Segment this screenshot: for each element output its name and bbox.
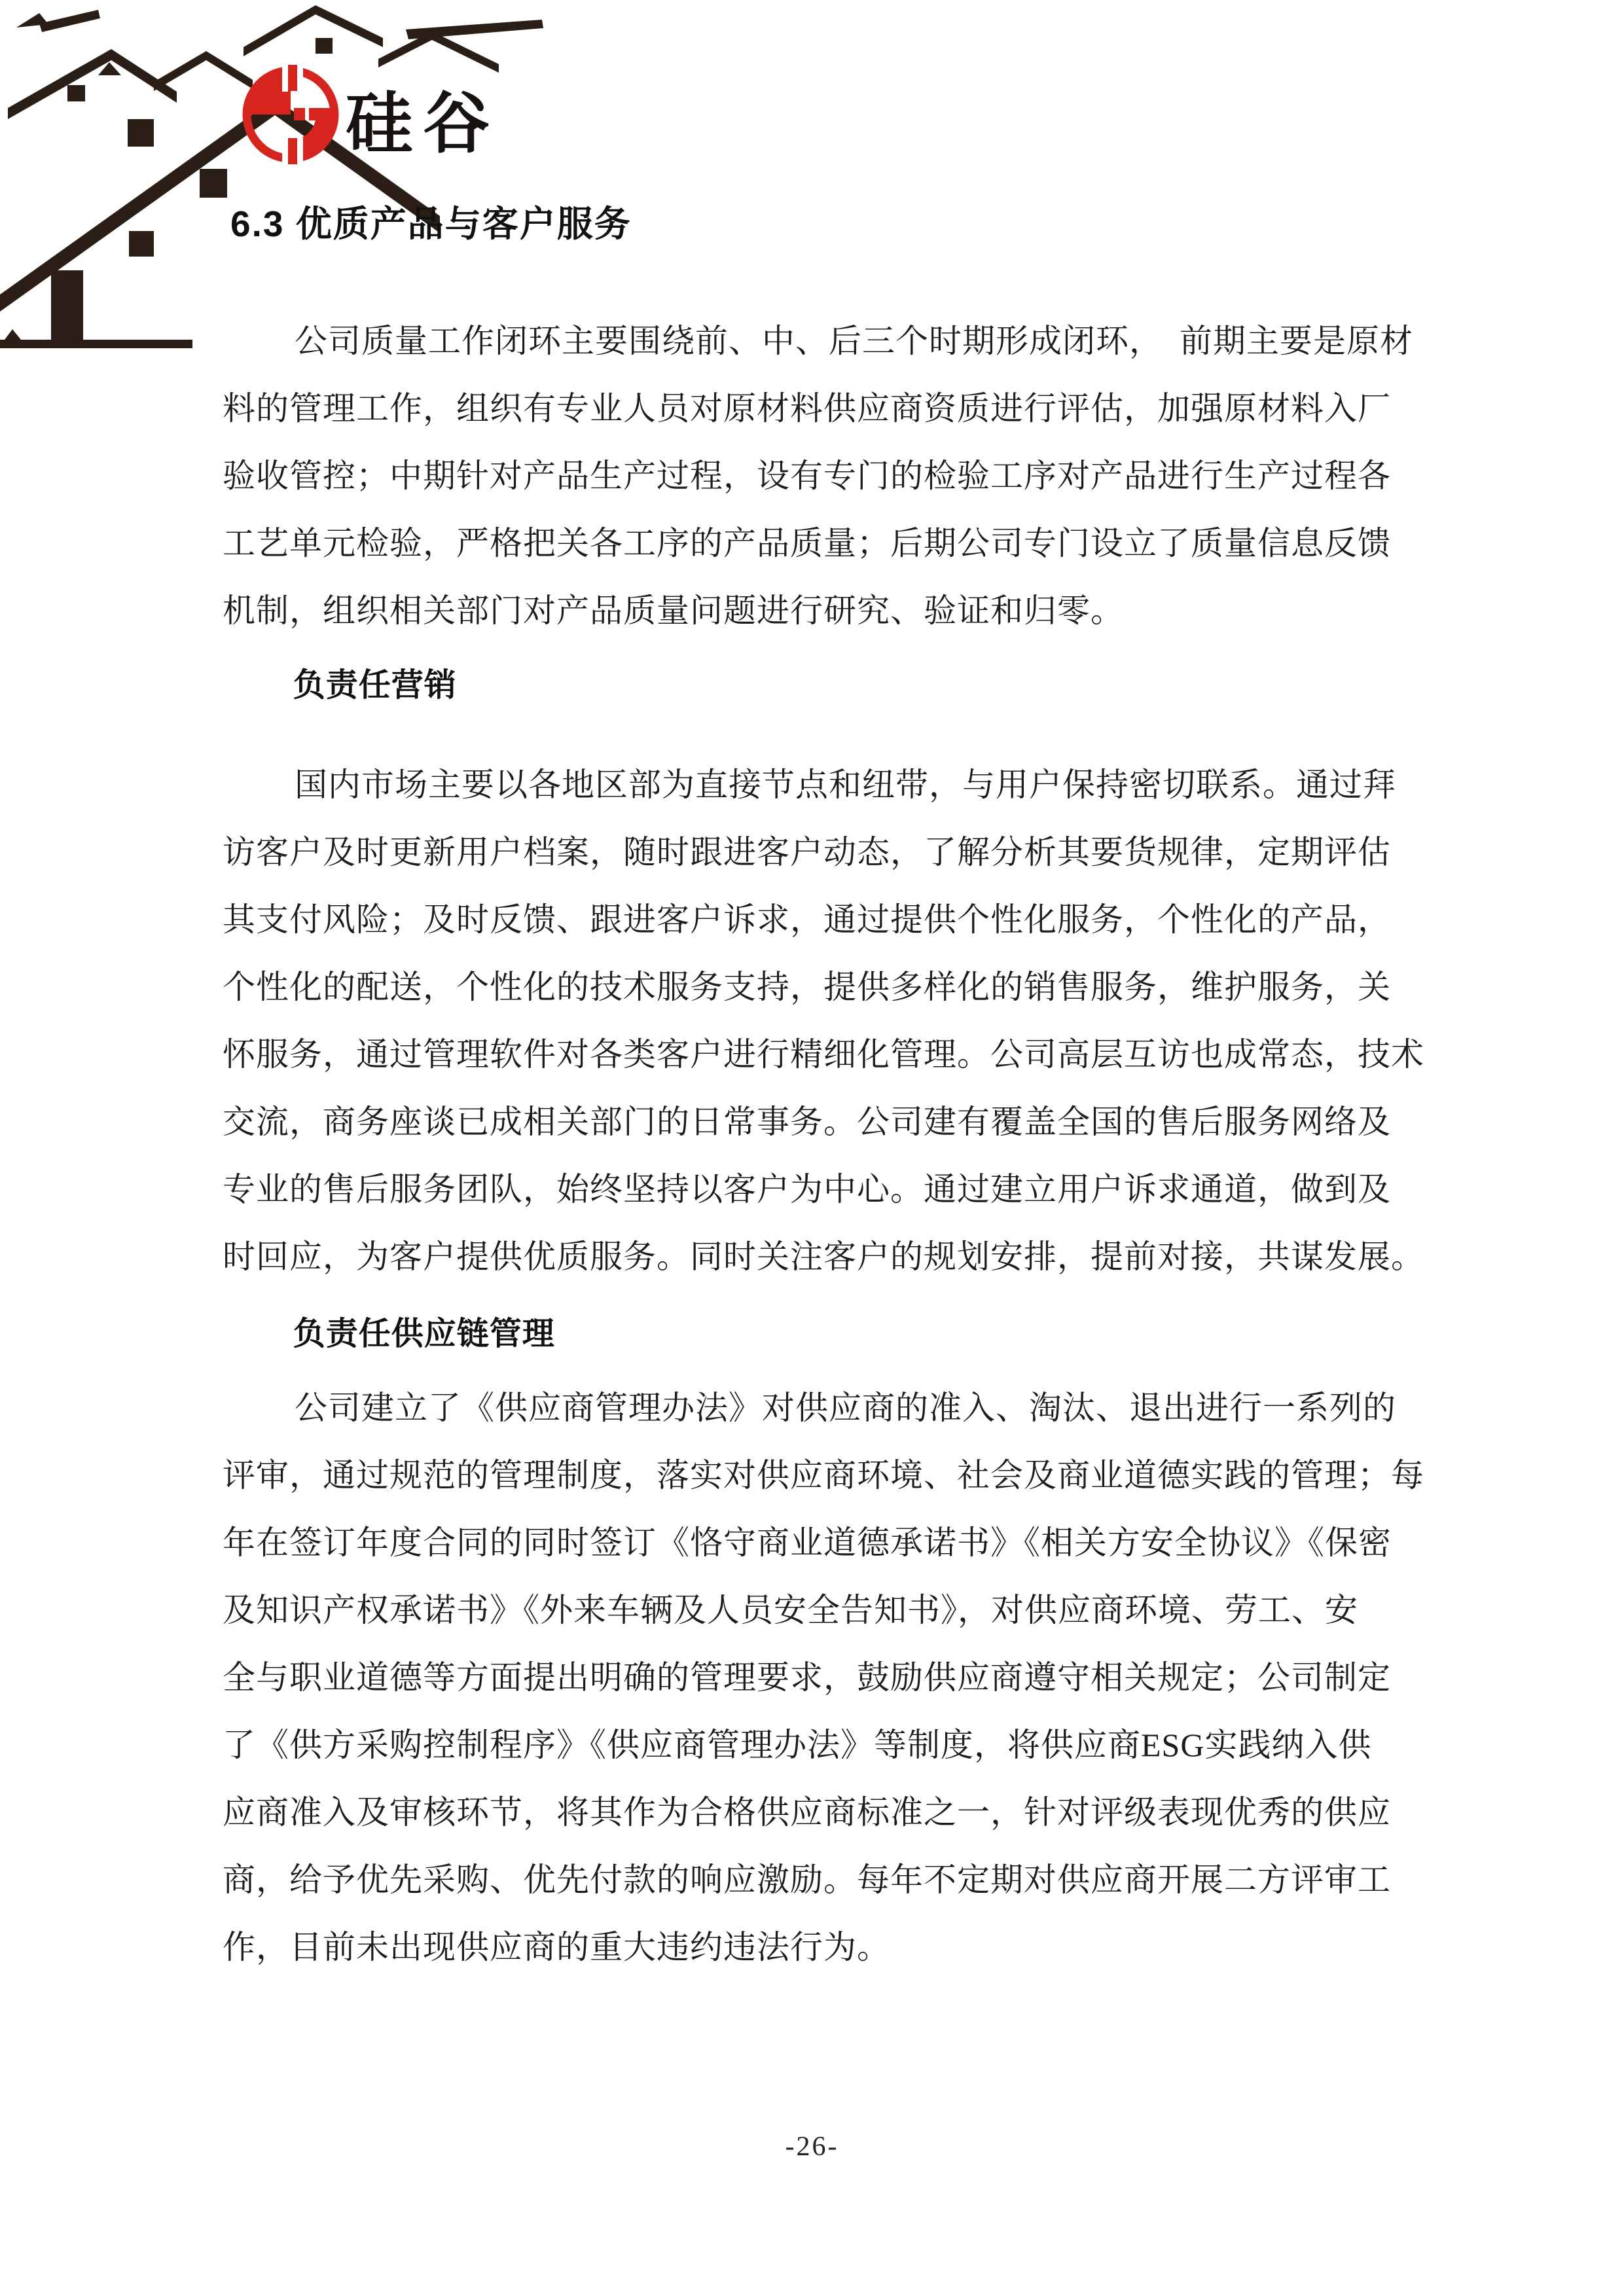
page-number: -26- — [785, 2132, 839, 2162]
text-line: 机制，组织相关部门对产品质量问题进行研究、验证和归零。 — [223, 592, 1124, 629]
text-line: 作，目前未出现供应商的重大违约违法行为。 — [223, 1929, 890, 1965]
paragraph-quality-closed-loop — [223, 308, 1411, 645]
text-line: 及知识产权承诺书》《外来车辆及人员安全告知书》，对供应商环境、劳工、安 — [223, 1592, 1358, 1628]
s-emblem-icon — [247, 63, 334, 166]
subheading-responsible-marketing: 负责任营销 — [293, 667, 457, 703]
text-line: 年在签订年度合同的同时签订《恪守商业道德承诺书》《相关方安全协议》《保密 — [223, 1524, 1392, 1561]
section-heading: 6.3 优质产品与客户服务 — [230, 204, 632, 244]
text-line: 料的管理工作，组织有专业人员对原材料供应商资质进行评估，加强原材料入厂 — [223, 390, 1391, 427]
text-line: 验收管控；中期针对产品生产过程，设有专门的检验工序对产品进行生产过程各 — [223, 457, 1391, 494]
text-line: 公司建立了《供应商管理办法》对供应商的准入、淘汰、退出进行一系列的 — [295, 1390, 1396, 1426]
text-line: 评审，通过规范的管理制度，落实对供应商环境、社会及商业道德实践的管理；每 — [223, 1457, 1424, 1494]
text-line: 访客户及时更新用户档案，随时跟进客户动态，了解分析其要货规律，定期评估 — [223, 834, 1391, 870]
text-line: 商，给予优先采购、优先付款的响应激励。每年不定期对供应商开展二方评审工 — [223, 1861, 1391, 1898]
text-line: 工艺单元检验，严格把关各工序的产品质量；后期公司专门设立了质量信息反馈 — [223, 525, 1391, 562]
text-line: 其支付风险；及时反馈、跟进客户诉求，通过提供个性化服务，个性化的产品， — [223, 901, 1391, 938]
text-line: 个性化的配送，个性化的技术服务支持，提供多样化的销售服务，维护服务，关 — [223, 969, 1391, 1005]
text-line: 了《供方采购控制程序》《供应商管理办法》等制度，将供应商ESG实践纳入供 — [223, 1727, 1372, 1763]
text-line: 应商准入及审核环节，将其作为合格供应商标准之一，针对评级表现优秀的供应 — [223, 1794, 1391, 1831]
paragraph-responsible-marketing — [223, 751, 1424, 1291]
text-line: 国内市场主要以各地区部为直接节点和纽带，与用户保持密切联系。通过拜 — [295, 766, 1396, 803]
subheading-responsible-supply-chain: 负责任供应链管理 — [293, 1316, 555, 1352]
logo-brand-text: 硅谷 — [346, 86, 500, 161]
text-line: 专业的售后服务团队，始终坚持以客户为中心。通过建立用户诉求通道，做到及 — [223, 1171, 1391, 1208]
text-line: 交流，商务座谈已成相关部门的日常事务。公司建有覆盖全国的售后服务网络及 — [223, 1103, 1391, 1140]
text-line: 怀服务，通过管理软件对各类客户进行精细化管理。公司高层互访也成常态，技术 — [223, 1036, 1424, 1073]
paragraph-responsible-supply-chain — [223, 1374, 1424, 1981]
text-line: 公司质量工作闭环主要围绕前、中、后三个时期形成闭环， 前期主要是原材 — [295, 323, 1413, 359]
text-line: 时回应，为客户提供优质服务。同时关注客户的规划安排，提前对接，共谋发展。 — [223, 1238, 1424, 1275]
text-line: 全与职业道德等方面提出明确的管理要求，鼓励供应商遵守相关规定；公司制定 — [223, 1659, 1391, 1696]
